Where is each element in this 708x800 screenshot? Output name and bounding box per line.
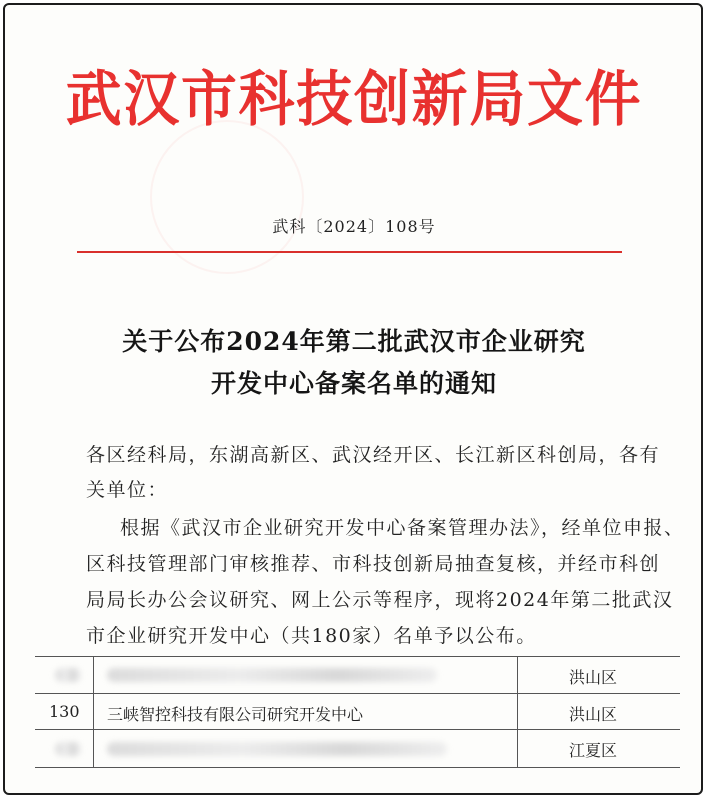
table-row-2-name: 三峡智控科技有限公司研究开发中心 [107, 705, 364, 724]
table-row-3-district: 江夏区 [569, 741, 618, 760]
red-divider-rule [77, 251, 622, 253]
body-line-5: 局局长办公会议研究、网上公示等程序，现将2024年第二批武汉 [86, 589, 674, 611]
table-rule-bottom [35, 767, 680, 768]
notice-title-line-2: 开发中心备案名单的通知 [210, 369, 497, 398]
body-line-3: 根据《武汉市企业研究开发中心备案管理办法》，经单位申报、 [120, 517, 685, 539]
table-row-2-number: 130 [49, 702, 80, 721]
body-line-1: 各区经科局，东湖高新区、武汉经开区、长江新区科创局，各有 [86, 444, 661, 466]
table-col-divider-2 [517, 656, 518, 768]
redacted-number [55, 742, 81, 756]
list-table [35, 656, 680, 768]
document-number: 武科〔2024〕108号 [272, 217, 436, 236]
body-line-2: 关单位： [86, 479, 169, 501]
table-row-1-district: 洪山区 [569, 668, 618, 687]
table-row-2-district: 洪山区 [569, 705, 618, 724]
table-rule-1 [35, 693, 680, 694]
redacted-name [107, 668, 437, 682]
masthead-title: 武汉市科技创新局文件 [65, 65, 643, 135]
table-rule-top [35, 656, 680, 657]
table-rule-2 [35, 729, 680, 730]
redacted-number [55, 668, 81, 682]
table-col-divider-1 [93, 656, 94, 768]
notice-title-line-1: 关于公布2024年第二批武汉市企业研究 [122, 327, 586, 356]
body-line-6: 市企业研究开发中心（共180家）名单予以公布。 [86, 625, 537, 647]
body-line-4: 区科技管理部门审核推荐、市科技创新局抽查复核，并经市科创 [86, 553, 661, 575]
redacted-name [107, 742, 447, 756]
